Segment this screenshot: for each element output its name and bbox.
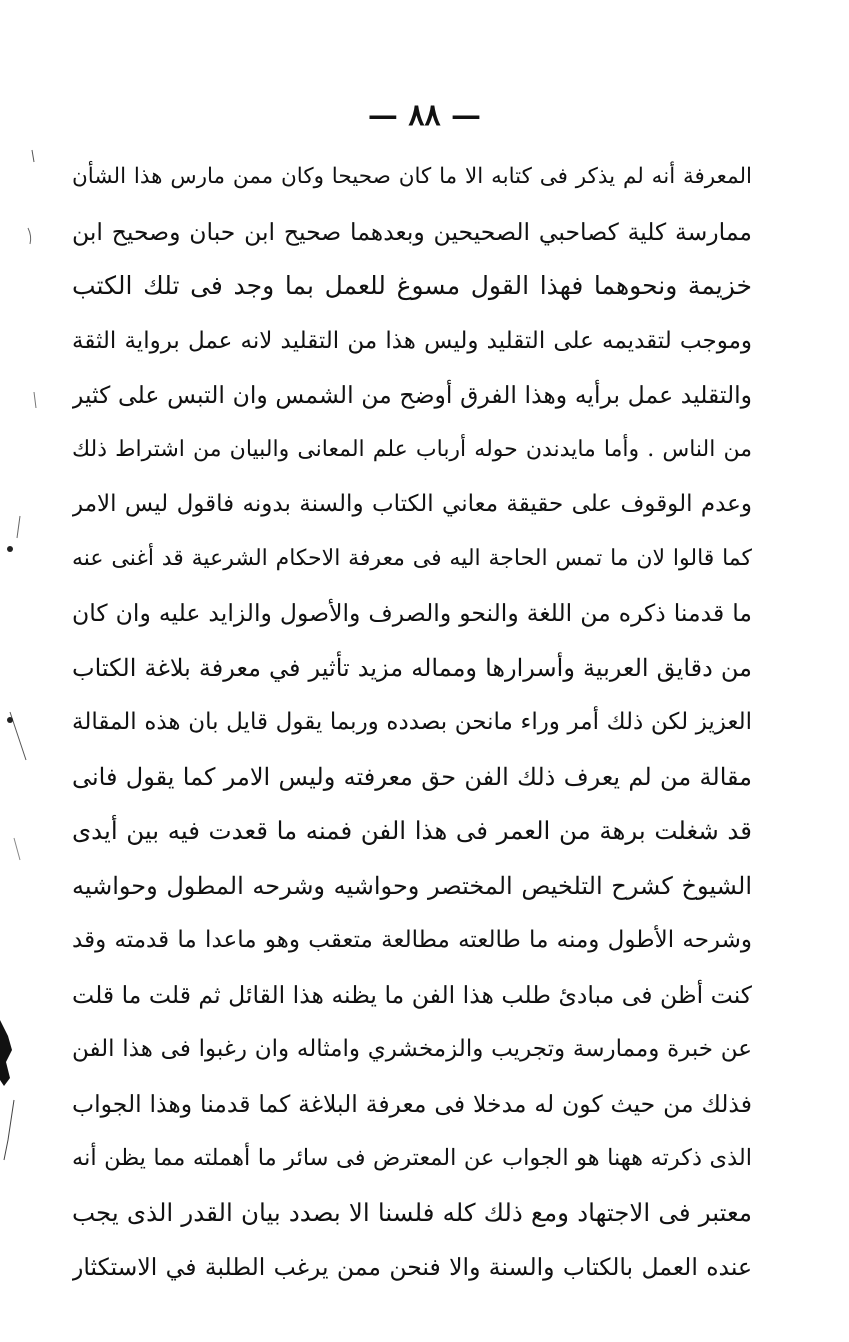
text-line: فذلك من حيث كون له مدخلا فى معرفة البلاغة كما قدمنا وهذا الجواب — [72, 1089, 752, 1118]
text-line: الذى ذكرته ههنا هو الجواب عن المعترض فى سائر ما أهملته مما يظن أنه — [72, 1145, 752, 1171]
text-line: خزيمة ونحوهما فهذا القول مسوغ للعمل بما وجد فى تلك الكتب — [72, 271, 752, 300]
text-line: الشيوخ كشرح التلخيص المختصر وحواشيه وشرحه المطول وحواشيه — [72, 871, 752, 900]
text-line: وشرحه الأطول ومنه ما طالعته مطالعة متعقب وهو ماعدا ما قدمته وقد — [72, 927, 752, 953]
text-line: مقالة من لم يعرف ذلك الفن حق معرفته وليس الامر كما يقول فانى — [72, 762, 752, 791]
text-line: كنت أظن فى مبادئ طلب هذا الفن ما يظنه هذا القائل ثم قلت ما قلت — [72, 980, 752, 1009]
text-line: وعدم الوقوف على حقيقة معاني الكتاب والسنة بدونه فاقول ليس الامر — [72, 491, 752, 517]
text-line: وموجب لتقديمه على التقليد وليس هذا من التقليد لانه عمل برواية الثقة — [72, 327, 752, 354]
binding-edge-marks — [0, 0, 40, 1342]
text-line: معتبر فى الاجتهاد ومع ذلك كله فلسنا الا بصدد بيان القدر الذى يجب — [72, 1197, 752, 1227]
text-line: العزيز لكن ذلك أمر وراء مانحن بصدده وربما يقول قايل بان هذه المقالة — [72, 709, 752, 735]
text-line: قد شغلت برهة من العمر فى هذا الفن فمنه ما قعدت فيه بين أيدى — [72, 816, 752, 845]
text-line: والتقليد عمل برأيه وهذا الفرق أوضح من الشمس وان التبس على كثير — [72, 381, 752, 409]
body-text — [72, 150, 752, 1295]
text-line: ممارسة كلية كصاحبي الصحيحين وبعدهما صحيح ابن حبان وصحيح ابن — [72, 217, 752, 246]
text-line: ما قدمنا ذكره من اللغة والنحو والصرف والأصول والزايد عليه وان كان — [72, 599, 752, 627]
text-line: عنده العمل بالكتاب والسنة والا فنحن ممن يرغب الطلبة في الاستكثار — [72, 1253, 752, 1281]
text-line: عن خبرة وممارسة وتجريب والزمخشري وامثاله وان رغبوا فى هذا الفن — [72, 1036, 752, 1062]
text-line: المعرفة أنه لم يذكر فى كتابه الا ما كان صحيحا وكان ممن مارس هذا الشأن — [72, 164, 752, 189]
text-line: من دقايق العربية وأسرارها ومماله مزيد تأثير في معرفة بلاغة الكتاب — [72, 653, 752, 682]
text-line: من الناس . وأما مايدندن حوله أرباب علم المعانى والبيان من اشتراط ذلك — [72, 436, 752, 462]
text-line: كما قالوا لان ما تمس الحاجة اليه فى معرفة الاحكام الشرعية قد أغنى عنه — [72, 545, 752, 571]
page-number: — ٨٨ — — [367, 98, 482, 133]
